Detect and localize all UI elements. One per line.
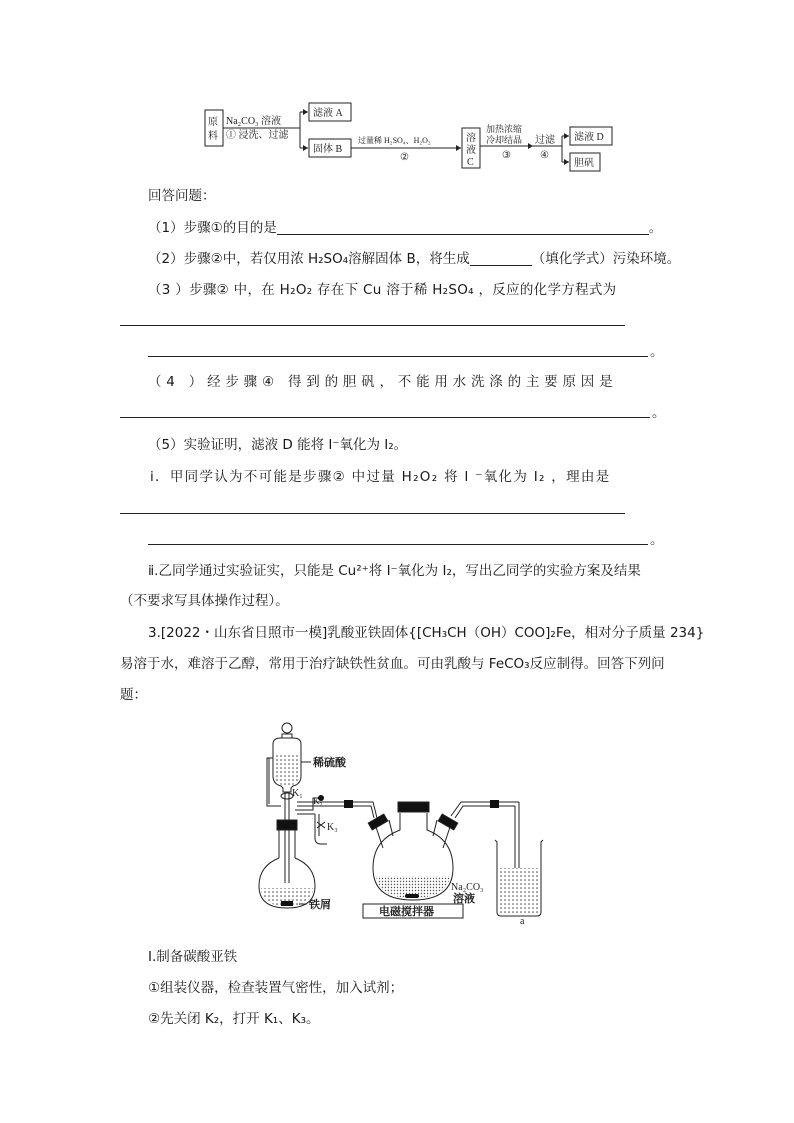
reagent1-top: Na₂CO₃ 溶液 — [226, 116, 282, 127]
reagent3-bottom: ③ — [502, 150, 511, 161]
raw-material-label-1: 原 — [208, 117, 218, 128]
raw-material-label-2: 料 — [208, 131, 218, 142]
question-3-blank-2[interactable] — [148, 356, 648, 357]
filtrate-d-label: 滤液 D — [574, 132, 604, 143]
question-4: （4 ）经步骤④ 得到的胆矾，不能用水洗涤的主要原因是 — [148, 374, 618, 390]
question-2 — [148, 249, 680, 269]
question-1 — [148, 218, 662, 238]
question-4-blank[interactable] — [120, 417, 650, 418]
section-1-heading: Ⅰ.制备碳酸亚铁 — [148, 949, 238, 965]
question-5-i-blank-2[interactable] — [148, 544, 648, 545]
question-5-i-blank-1[interactable] — [120, 513, 625, 514]
solution-c-label-2: 液 — [466, 145, 476, 156]
k3-label: K₃ — [327, 822, 338, 833]
answer-intro: 回答问题： — [148, 188, 216, 204]
question-5-ii-line-2: （不要求写具体操作过程）。 — [120, 593, 289, 609]
dilute-sulfuric-acid-label: 稀硫酸 — [313, 757, 346, 769]
magnetic-stirrer-label: 电磁搅拌器 — [379, 906, 434, 918]
reagent2-bottom: ② — [400, 152, 409, 163]
sodium-carbonate-label: Na₂CO₃ — [451, 882, 484, 893]
reagent3-top: 加热浓缩 — [486, 124, 523, 134]
question-5-i: ⅰ．甲同学认为不可能是步骤② 中过量 H₂O₂ 将 I ⁻氧化为 I₂ ，理由是 — [150, 469, 611, 485]
reagent2-top: 过量稀 H₂SO₄、H₂O₂ — [358, 136, 431, 145]
solution-c-label-3: C — [467, 157, 474, 168]
product-label: 胆矾 — [574, 158, 594, 169]
reagent4-top: 过滤 — [535, 135, 555, 146]
question-5-i-end: 。 — [650, 532, 664, 548]
reagent1-bottom: ① 浸洗、过滤 — [226, 130, 289, 141]
problem-3-line-1: 3.[2022・山东省日照市一模]乳酸亚铁固体{[CH₃CH（OH）COO]₂Fe，相对分子质量 234} — [148, 625, 705, 641]
question-5: （5）实验证明，滤液 D 能将 I⁻氧化为 I₂。 — [148, 437, 408, 453]
solution-label: 溶液 — [453, 893, 475, 905]
question-2-text-b: （填化学式）污染环境。 — [531, 251, 681, 267]
problem-3-line-3: 题： — [120, 687, 147, 703]
solid-b-label: 固体 B — [313, 144, 343, 155]
question-3-blank-1[interactable] — [120, 325, 625, 326]
question-1-blank[interactable] — [277, 220, 649, 235]
beaker-a-label: a — [520, 916, 525, 927]
process-flowchart — [200, 98, 620, 178]
problem-3-line-2: 易溶于水，难溶于乙醇，常用于治疗缺铁性贫血。可由乳酸与 FeCO₃反应制得。回答下列问 — [120, 656, 665, 672]
section-1-step-2: ②先关闭 K₂，打开 K₁、K₃。 — [148, 1011, 320, 1027]
question-2-blank[interactable] — [470, 251, 532, 266]
question-5-ii-line-1: ⅱ.乙同学通过实验证实，只能是 Cu²⁺将 I⁻氧化为 I₂，写出乙同学的实验方案及结果 — [148, 563, 641, 579]
reagent3-mid: 冷却结晶 — [486, 135, 523, 145]
question-3-end: 。 — [650, 344, 664, 360]
question-1-end: 。 — [648, 220, 663, 236]
question-3: （3 ）步骤② 中，在 H₂O₂ 存在下 Cu 溶于稀 H₂SO₄ ，反应的化学方程式为 — [148, 282, 617, 298]
reagent4-bottom: ④ — [540, 150, 549, 161]
apparatus-diagram — [255, 718, 555, 928]
section-1-step-1: ①组装仪器，检查装置气密性，加入试剂； — [148, 980, 404, 996]
question-1-text: （1）步骤①的目的是 — [148, 220, 277, 236]
filtrate-a-label: 滤液 A — [313, 108, 343, 119]
iron-filings-label: 铁屑 — [309, 899, 331, 911]
k1-label: K₁ — [292, 788, 303, 799]
k2-label: K₂ — [313, 796, 323, 806]
question-2-text-a: （2）步骤②中，若仅用浓 H₂SO₄溶解固体 B，将生成 — [148, 251, 470, 267]
solution-c-label-1: 溶 — [466, 133, 476, 144]
question-4-end: 。 — [652, 405, 666, 421]
